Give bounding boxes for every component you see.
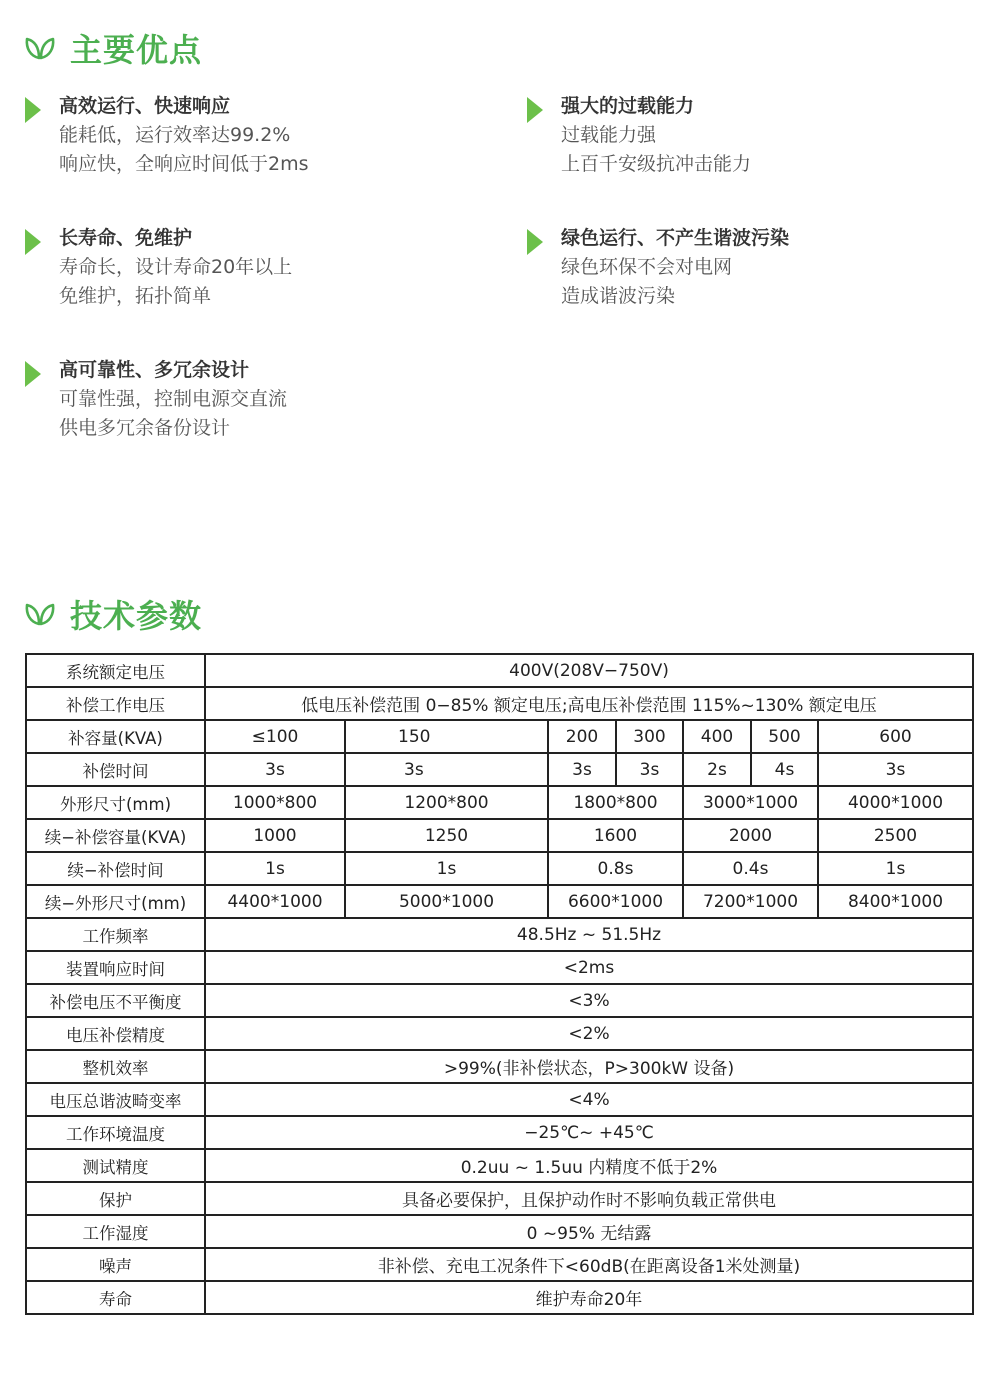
feature-line: 能耗低，运行效率达99.2% <box>59 124 291 146</box>
feature-line: 响应快，全响应时间低于2ms <box>59 153 309 175</box>
table-cell: 0.8s <box>548 852 683 885</box>
row-value: >99%(非补偿状态，P>300kW 设备) <box>205 1050 973 1083</box>
row-value: 48.5Hz ~ 51.5Hz <box>205 918 973 951</box>
feature-line: 免维护，拓扑简单 <box>59 285 212 307</box>
row-label: 系统额定电压 <box>26 654 205 687</box>
table-cell: 500 <box>751 720 818 753</box>
arrow-icon <box>25 229 41 255</box>
arrow-icon <box>25 97 41 123</box>
table-row <box>26 951 973 984</box>
table-cell: 8400*1000 <box>818 885 973 918</box>
table-cell: 3s <box>616 753 683 786</box>
row-value: <4% <box>205 1083 973 1116</box>
table-cell: 2000 <box>683 819 818 852</box>
row-label: 电压总谐波畸变率 <box>26 1083 205 1116</box>
table-cell: 1000*800 <box>205 786 345 819</box>
row-label: 补容量(KVA) <box>26 720 205 753</box>
row-value: 具备必要保护，且保护动作时不影响负载正常供电 <box>205 1182 973 1215</box>
row-label: 装置响应时间 <box>26 951 205 984</box>
table-row <box>26 819 973 852</box>
table-cell: 4s <box>751 753 818 786</box>
table-row <box>26 753 973 786</box>
row-label: 电压补偿精度 <box>26 1017 205 1050</box>
row-label: 补偿时间 <box>26 753 205 786</box>
table-cell: 200 <box>548 720 616 753</box>
spec-table <box>25 653 974 1315</box>
table-cell: 5000*1000 <box>345 885 548 918</box>
table-row <box>26 720 973 753</box>
table-row <box>26 1248 973 1281</box>
row-value: <3% <box>205 984 973 1017</box>
table-row <box>26 1083 973 1116</box>
row-value: <2% <box>205 1017 973 1050</box>
table-row <box>26 687 973 720</box>
leaf-icon <box>24 600 56 628</box>
table-cell: 600 <box>818 720 973 753</box>
section-title-text: 主要优点 <box>70 31 203 69</box>
table-cell: ≤100 <box>205 720 345 753</box>
row-label: 补偿工作电压 <box>26 687 205 720</box>
table-cell: 6600*1000 <box>548 885 683 918</box>
row-label: 测试精度 <box>26 1149 205 1182</box>
row-label: 续−补偿时间 <box>26 852 205 885</box>
feature-line: 上百千安级抗冲击能力 <box>561 153 752 175</box>
table-cell: 4400*1000 <box>205 885 345 918</box>
table-cell: 3000*1000 <box>683 786 818 819</box>
table-row <box>26 984 973 1017</box>
row-label: 工作环境温度 <box>26 1116 205 1149</box>
table-cell: 2500 <box>818 819 973 852</box>
table-cell: 1600 <box>548 819 683 852</box>
row-label: 续−补偿容量(KVA) <box>26 819 205 852</box>
feature-line: 寿命长，设计寿命20年以上 <box>59 256 293 278</box>
row-value: 0 ~95% 无结露 <box>205 1215 973 1248</box>
table-cell: 1s <box>345 852 548 885</box>
table-row <box>26 918 973 951</box>
arrow-icon <box>25 361 41 387</box>
section-title-specs <box>24 594 202 634</box>
table-cell: 7200*1000 <box>683 885 818 918</box>
leaf-icon <box>24 34 56 62</box>
feature-line: 可靠性强，控制电源交直流 <box>59 388 288 410</box>
arrow-icon <box>527 229 543 255</box>
table-row <box>26 1281 973 1314</box>
table-cell: 150 <box>345 720 548 753</box>
table-row <box>26 1182 973 1215</box>
section-title-advantages <box>24 28 202 68</box>
row-value: −25℃~ +45℃ <box>205 1116 973 1149</box>
section-title-text: 技术参数 <box>70 597 203 635</box>
table-cell: 1s <box>205 852 345 885</box>
table-cell: 1200*800 <box>345 786 548 819</box>
table-row <box>26 1116 973 1149</box>
table-cell: 1250 <box>345 819 548 852</box>
table-row <box>26 852 973 885</box>
row-value: <2ms <box>205 951 973 984</box>
row-label: 整机效率 <box>26 1050 205 1083</box>
table-cell: 400 <box>683 720 751 753</box>
table-cell: 0.4s <box>683 852 818 885</box>
table-row <box>26 1017 973 1050</box>
row-value: 维护寿命20年 <box>205 1281 973 1314</box>
feature-title: 绿色运行、不产生谐波污染 <box>561 227 790 249</box>
row-label: 外形尺寸(mm) <box>26 786 205 819</box>
row-value: 低电压补偿范围 0−85% 额定电压;高电压补偿范围 115%~130% 额定电压 <box>205 687 973 720</box>
row-label: 噪声 <box>26 1248 205 1281</box>
table-cell: 3s <box>548 753 616 786</box>
feature-line: 绿色环保不会对电网 <box>561 256 733 278</box>
table-cell: 3s <box>345 753 548 786</box>
row-label: 保护 <box>26 1182 205 1215</box>
feature-title: 强大的过载能力 <box>561 95 695 117</box>
table-cell: 300 <box>616 720 683 753</box>
feature-line: 过载能力强 <box>561 124 657 146</box>
table-row <box>26 885 973 918</box>
table-cell: 4000*1000 <box>818 786 973 819</box>
row-value: 非补偿、充电工况条件下<60dB(在距离设备1米处测量) <box>205 1248 973 1281</box>
table-cell: 2s <box>683 753 751 786</box>
feature-title: 高可靠性、多冗余设计 <box>59 359 250 381</box>
table-row <box>26 1050 973 1083</box>
row-value: 0.2uu ~ 1.5uu 内精度不低于2% <box>205 1149 973 1182</box>
feature-line: 造成谐波污染 <box>561 285 676 307</box>
table-row <box>26 654 973 687</box>
table-row <box>26 1149 973 1182</box>
table-cell: 1s <box>818 852 973 885</box>
row-label: 工作频率 <box>26 918 205 951</box>
table-row <box>26 786 973 819</box>
table-cell: 3s <box>205 753 345 786</box>
arrow-icon <box>527 97 543 123</box>
row-label: 寿命 <box>26 1281 205 1314</box>
row-label: 续−外形尺寸(mm) <box>26 885 205 918</box>
table-cell: 1800*800 <box>548 786 683 819</box>
table-row <box>26 1215 973 1248</box>
table-cell: 1000 <box>205 819 345 852</box>
feature-title: 高效运行、快速响应 <box>59 95 231 117</box>
row-value: 400V(208V−750V) <box>205 654 973 687</box>
table-cell: 3s <box>818 753 973 786</box>
row-label: 工作湿度 <box>26 1215 205 1248</box>
feature-title: 长寿命、免维护 <box>59 227 193 249</box>
row-label: 补偿电压不平衡度 <box>26 984 205 1017</box>
feature-line: 供电多冗余备份设计 <box>59 417 231 439</box>
